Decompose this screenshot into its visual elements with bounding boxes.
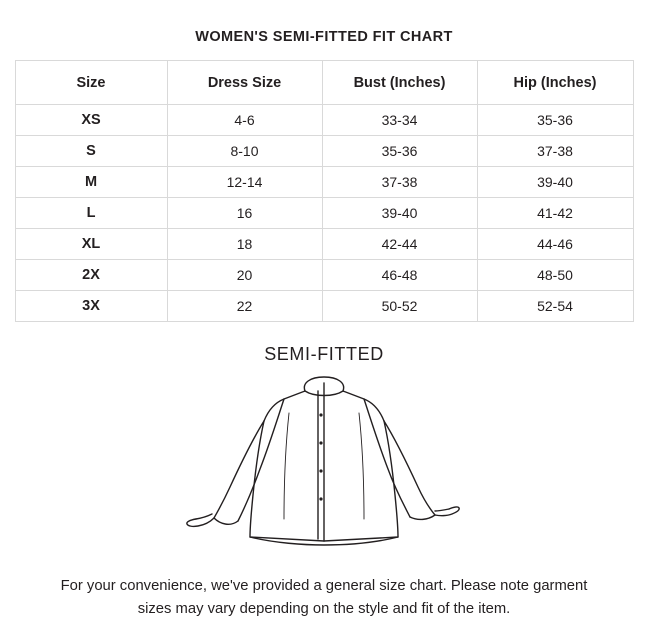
fit-chart-page [0, 29, 648, 638]
column-header-dress-size: Dress Size [167, 61, 322, 105]
cell-dress-size: 8-10 [167, 136, 322, 167]
cell-size: 2X [15, 260, 167, 291]
cell-size: XL [15, 229, 167, 260]
cell-bust: 39-40 [322, 198, 477, 229]
cell-bust: 37-38 [322, 167, 477, 198]
table-row [15, 229, 633, 260]
cell-dress-size: 16 [167, 198, 322, 229]
column-header-hip: Hip (Inches) [477, 61, 633, 105]
figure-illustration-wrap [0, 369, 648, 561]
cell-hip: 48-50 [477, 260, 633, 291]
table-header [15, 61, 633, 105]
footer-note [19, 575, 629, 621]
table-row [15, 136, 633, 167]
table-row [15, 260, 633, 291]
column-header-bust: Bust (Inches) [322, 61, 477, 105]
cell-bust: 42-44 [322, 229, 477, 260]
cell-dress-size: 4-6 [167, 105, 322, 136]
column-header-size: Size [15, 61, 167, 105]
cell-bust: 35-36 [322, 136, 477, 167]
table-row [15, 105, 633, 136]
table-row [15, 291, 633, 322]
cell-dress-size: 20 [167, 260, 322, 291]
cell-hip: 44-46 [477, 229, 633, 260]
cell-size: 3X [15, 291, 167, 322]
cell-dress-size: 18 [167, 229, 322, 260]
cell-hip: 35-36 [477, 105, 633, 136]
cell-size: L [15, 198, 167, 229]
figure-caption: SEMI-FITTED [264, 344, 384, 364]
fit-chart-table [15, 60, 634, 322]
table-header-row [15, 61, 633, 105]
cell-dress-size: 22 [167, 291, 322, 322]
cell-hip: 39-40 [477, 167, 633, 198]
cell-hip: 52-54 [477, 291, 633, 322]
cell-size: S [15, 136, 167, 167]
cell-bust: 33-34 [322, 105, 477, 136]
page-title: WOMEN'S SEMI-FITTED FIT CHART [195, 29, 453, 45]
cell-bust: 50-52 [322, 291, 477, 322]
footer-note-line2: sizes may vary depending on the style and fit of the item. [137, 600, 511, 617]
cell-size: M [15, 167, 167, 198]
footer-note-line1: For your convenience, we've provided a general size chart. Please note garment [60, 578, 588, 594]
table-row [15, 198, 633, 229]
semi-fitted-jacket-icon [174, 369, 474, 559]
cell-bust: 46-48 [322, 260, 477, 291]
cell-dress-size: 12-14 [167, 167, 322, 198]
table-row [15, 167, 633, 198]
cell-hip: 37-38 [477, 136, 633, 167]
table-body [15, 105, 633, 322]
cell-size: XS [15, 105, 167, 136]
cell-hip: 41-42 [477, 198, 633, 229]
